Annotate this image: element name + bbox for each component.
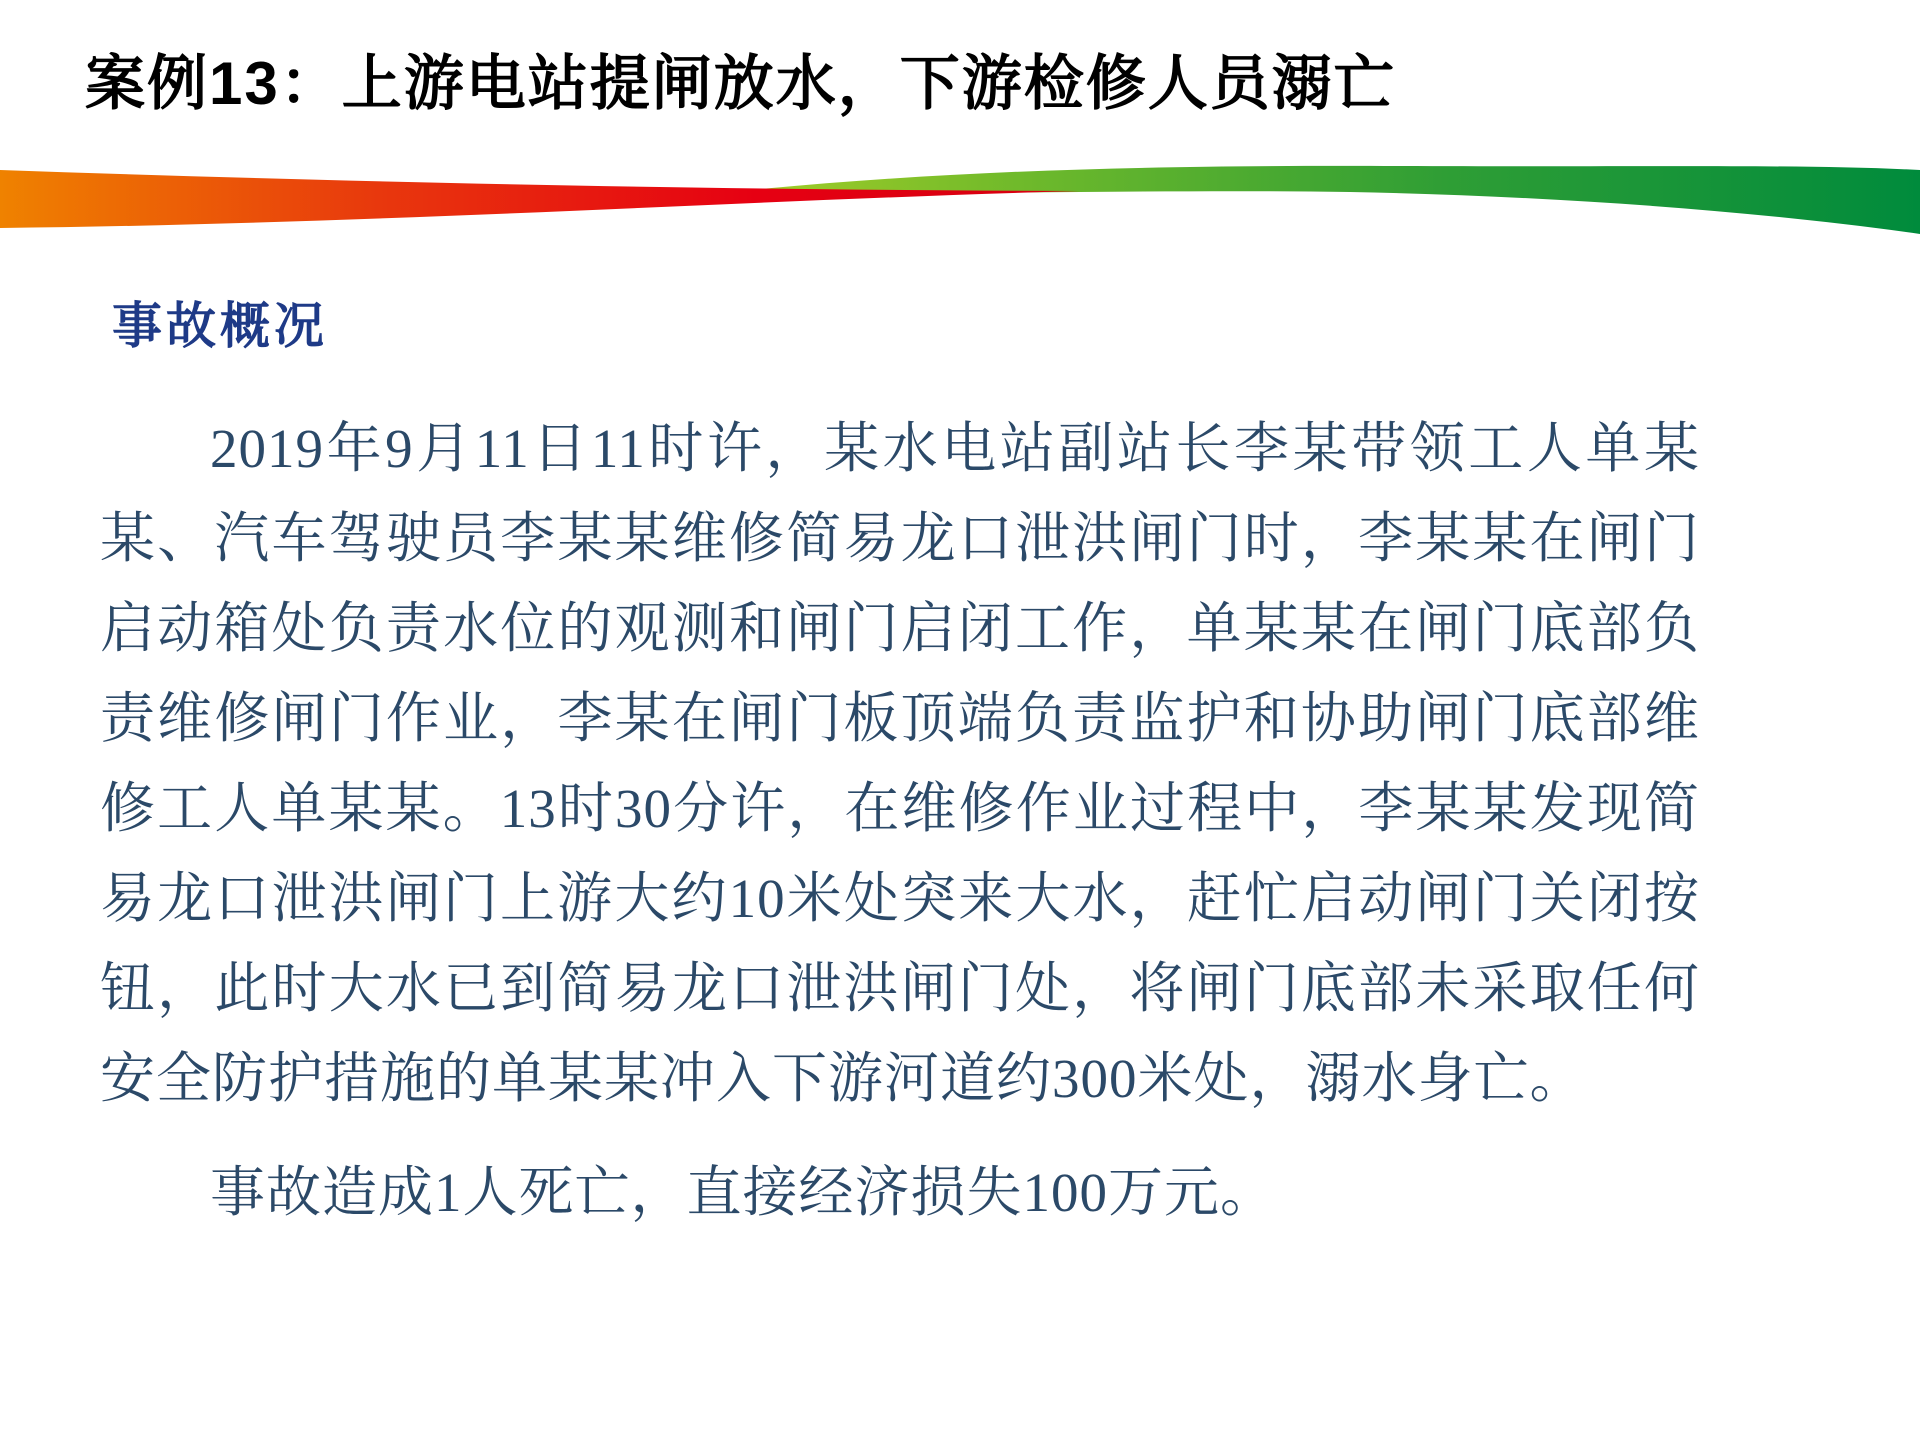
incident-paragraph-2: 事故造成1人死亡，直接经济损失100万元。 (210, 1162, 1277, 1223)
incident-paragraph-1: 2019年9月11日11时许，某水电站副站长李某带领工人单某某、汽车驾驶员李某某维修简易龙口泄洪闸门时，李某某在闸门启动箱处负责水位的观测和闸门启闭工作，单某某在闸门底部负责维修闸门作业，李某在闸门板顶端负责监护和协助闸门底部维修工人单某某。13时30分许，在维修作业过程中，李某某发现简易龙口泄洪闸门上游大约10米处突来大水，赶忙启动闸门关闭按钮，此时大水已到简易龙口泄洪闸门处，将闸门底部未采取任何安全防护措施的单某某冲入下游河道约300米处，溺水身亡。 (100, 418, 1700, 1109)
section-heading: 事故概况 (112, 298, 328, 354)
slide-title: 案例13：上游电站提闸放水，下游检修人员溺亡 (85, 50, 1396, 117)
ribbon-green-wave (730, 166, 1920, 234)
incident-description (100, 404, 1700, 1238)
ribbon-red-wave (0, 170, 1080, 228)
